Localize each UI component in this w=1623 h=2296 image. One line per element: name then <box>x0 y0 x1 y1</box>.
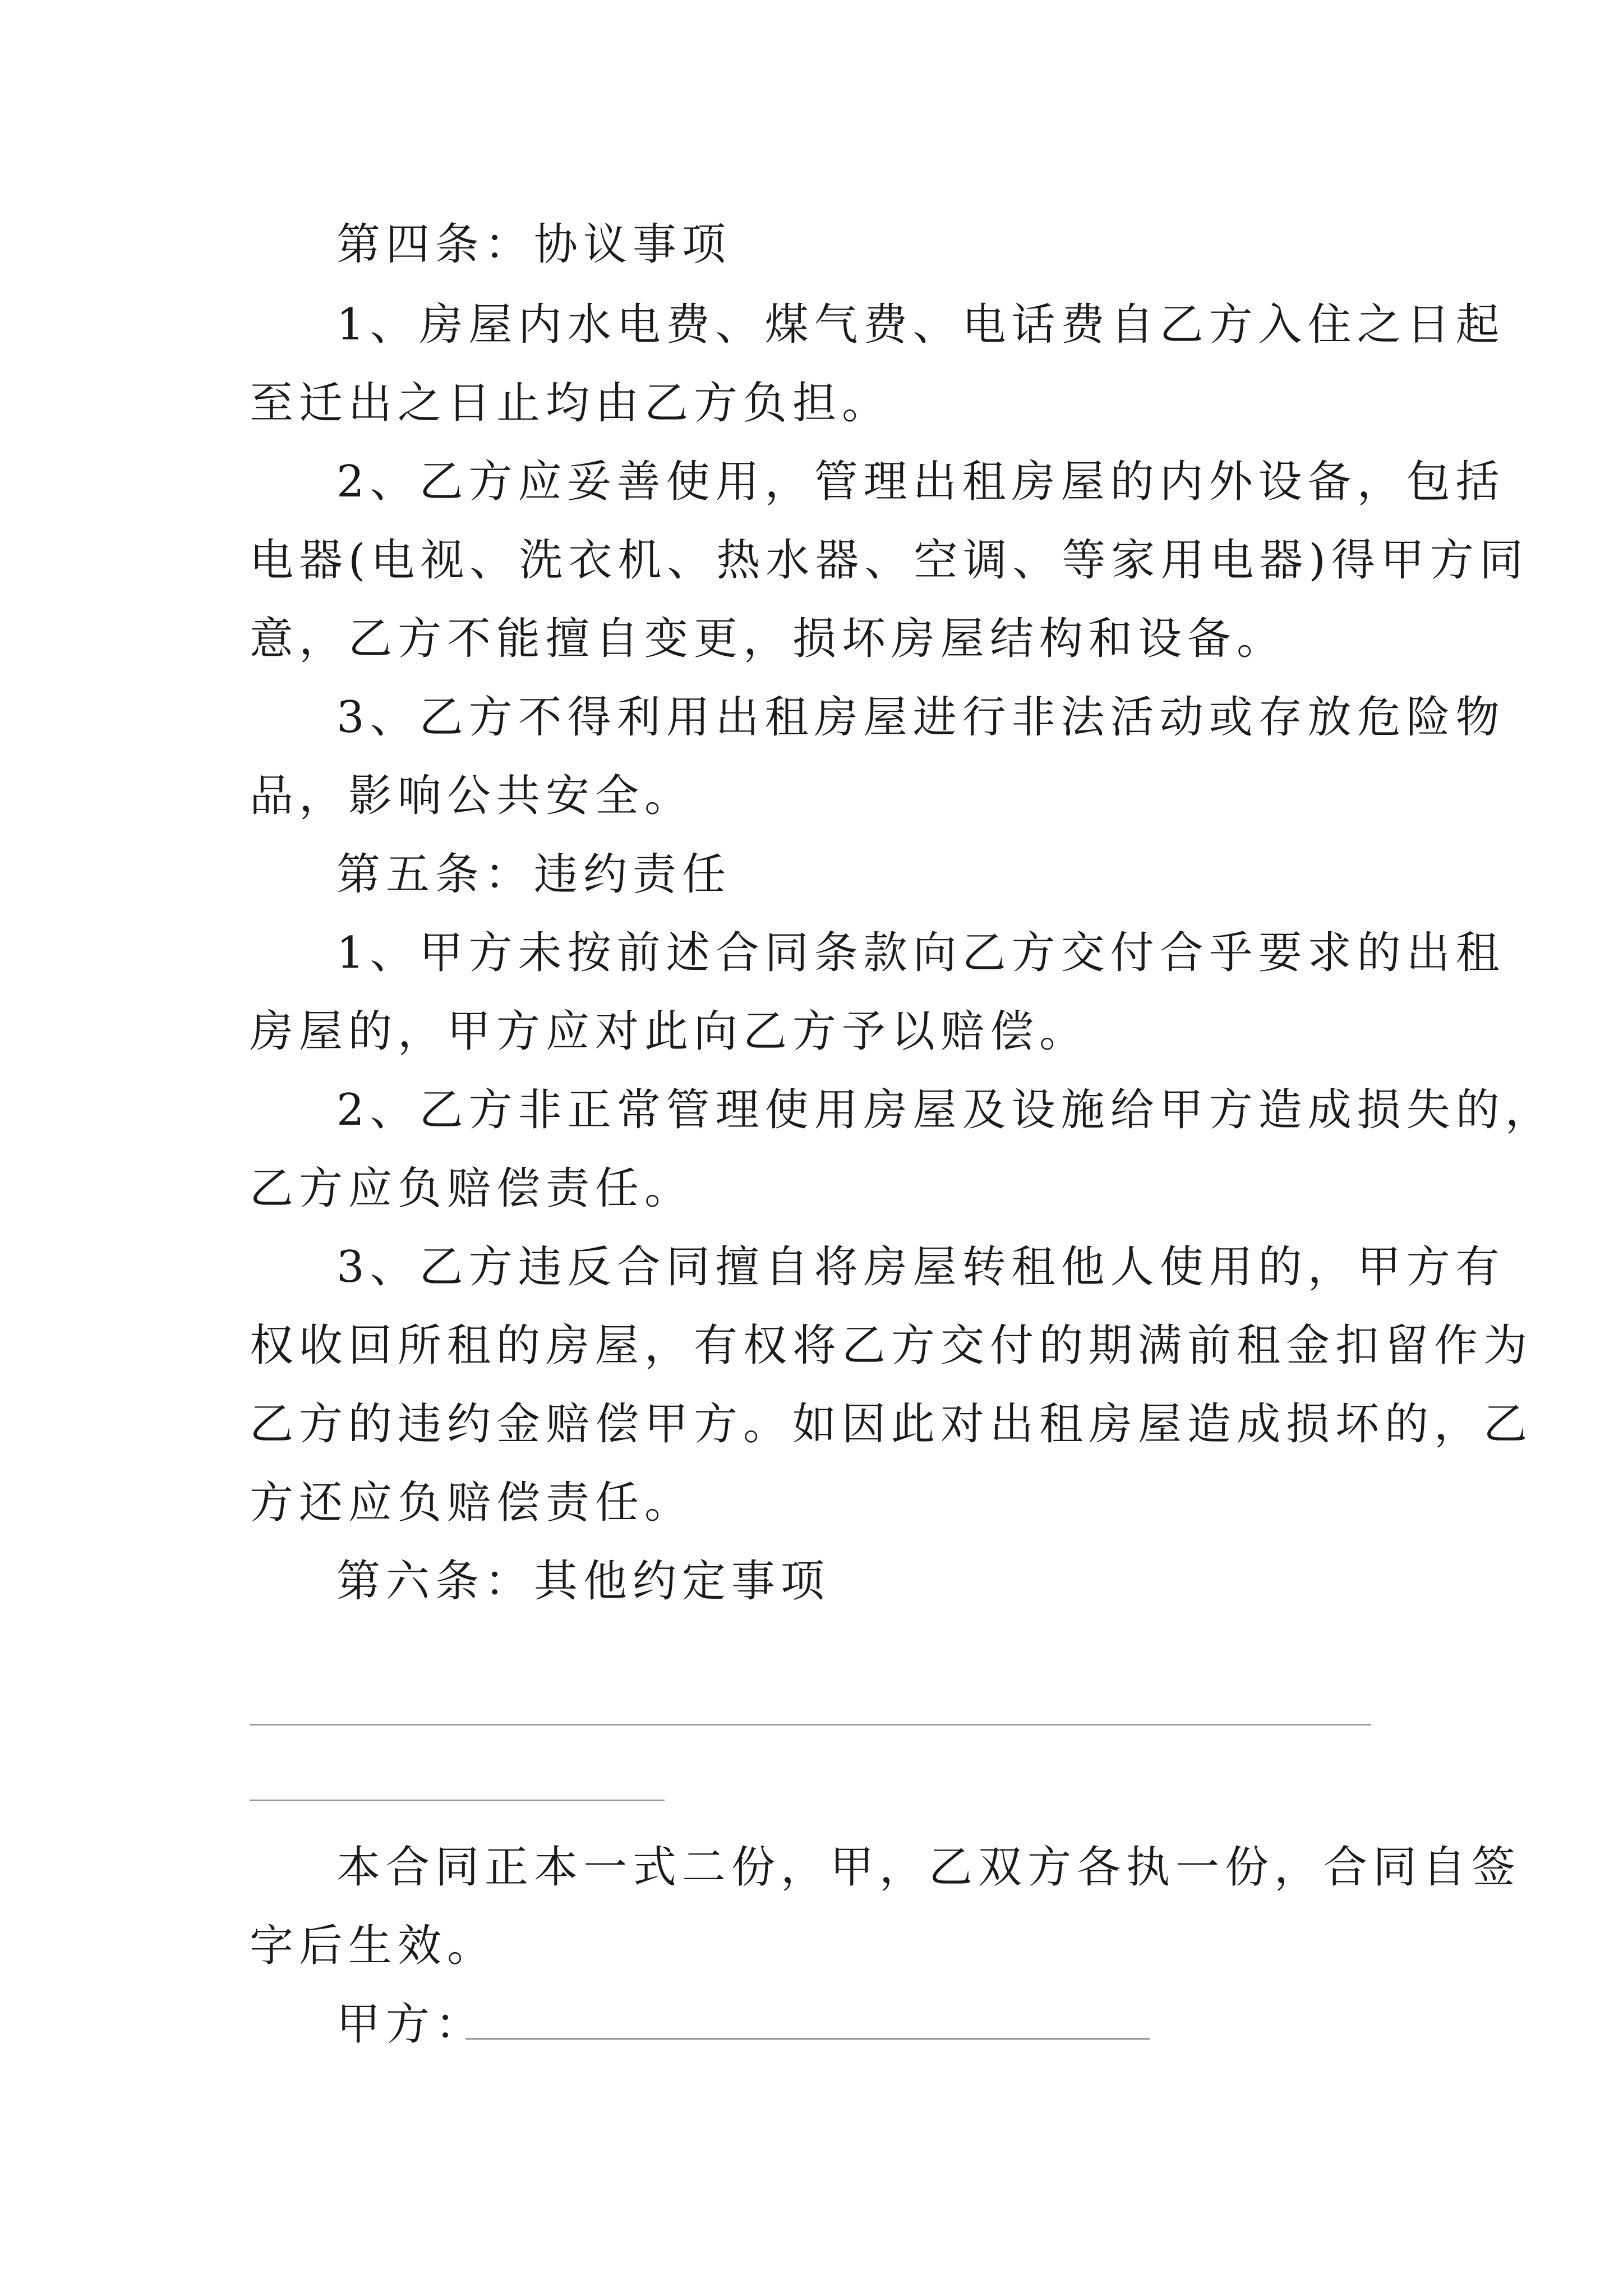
paragraph-line: 乙方应负赔偿责任。 <box>250 1163 694 1214</box>
party-a-signature-line <box>465 2038 1150 2040</box>
paragraph-line: 房屋的，甲方应对此向乙方予以赔偿。 <box>250 1006 1089 1057</box>
section-heading-4: 第四条：协议事项 <box>336 219 732 270</box>
blank-fill-line-short <box>250 1800 665 1801</box>
blank-fill-line <box>250 1724 1371 1726</box>
paragraph-line: 电器(电视、洗衣机、热水器、空调、等家用电器)得甲方同 <box>250 535 1529 586</box>
paragraph-line: 意，乙方不能擅自变更，损坏房屋结构和设备。 <box>250 614 1287 664</box>
paragraph-line: 2、乙方应妥善使用，管理出租房屋的内外设备，包括 <box>336 457 1505 507</box>
party-a-label: 甲方： <box>336 1999 485 2050</box>
paragraph-line: 方还应负赔偿责任。 <box>250 1478 694 1528</box>
paragraph-line: 1、房屋内水电费、煤气费、电话费自乙方入住之日起 <box>336 300 1505 350</box>
section-heading-6: 第六条：其他约定事项 <box>336 1556 831 1607</box>
paragraph-line: 本合同正本一式二份，甲，乙双方各执一份，合同自签 <box>336 1842 1521 1893</box>
paragraph-line: 2、乙方非正常管理使用房屋及设施给甲方造成损失的， <box>336 1085 1555 1135</box>
paragraph-line: 1、甲方未按前述合同条款向乙方交付合乎要求的出租 <box>336 928 1505 978</box>
paragraph-line: 至迁出之日止均由乙方负担。 <box>250 378 892 429</box>
section-heading-5: 第五条：违约责任 <box>336 849 732 900</box>
paragraph-line: 字后生效。 <box>250 1921 497 1971</box>
paragraph-line: 品，影响公共安全。 <box>250 771 694 821</box>
paragraph-line: 权收回所租的房屋，有权将乙方交付的期满前租金扣留作为 <box>250 1320 1533 1371</box>
paragraph-line: 3、乙方违反合同擅自将房屋转租他人使用的，甲方有 <box>336 1242 1505 1292</box>
paragraph-line: 乙方的违约金赔偿甲方。如因此对出租房屋造成损坏的，乙 <box>250 1399 1533 1450</box>
paragraph-line: 3、乙方不得利用出租房屋进行非法活动或存放危险物 <box>336 692 1505 743</box>
